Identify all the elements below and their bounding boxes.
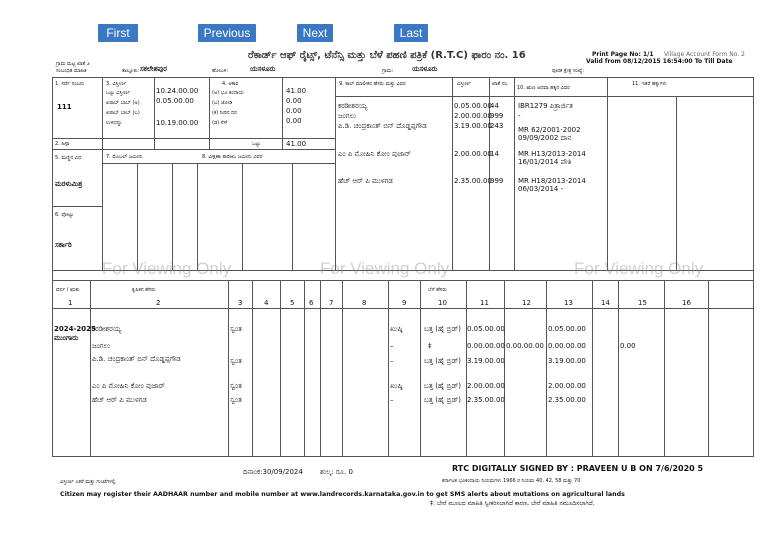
hobli-value: ಯಸಳೂರು bbox=[250, 65, 276, 73]
watermark-3: For Viewing Only bbox=[574, 259, 704, 278]
head-no-4: 4 bbox=[264, 299, 269, 307]
crop-row-3-name: ಎಂ ಪಿ ಮೋಹಿನಿ ಕೋಂ ಪುಜಾರ್ bbox=[92, 382, 165, 390]
next-button[interactable]: Next bbox=[297, 24, 333, 42]
assess-row-2-label: (ಕ) ನೀರಿನ ದರ bbox=[212, 110, 237, 116]
watermark-2: For Viewing Only bbox=[320, 259, 450, 278]
area-head-2: ವಿಸ್ತೀರ್ಣ bbox=[457, 81, 471, 87]
head-no-6: 6 bbox=[309, 299, 314, 307]
head-no-8: 8 bbox=[362, 299, 367, 307]
assess-row-1-rs: 0.00 bbox=[286, 97, 302, 105]
crop-row-3-a: 2.00.00.00 bbox=[467, 382, 505, 390]
header-small-2: ಸಂಬಂಧಿತ ಮಾಹಿತಿ bbox=[56, 68, 87, 74]
crop-row-2-type: – bbox=[390, 357, 394, 365]
crop-row-3-c: 2.00.00.00 bbox=[548, 382, 586, 390]
footer-left-note: ವಿಸ್ತೀರ್ಣ ಎಕರೆ ಮತ್ತು ಗುಂಟೆಗಳಲ್ಲಿ bbox=[60, 479, 116, 485]
crop-row-4-type: – bbox=[390, 396, 394, 404]
col6-label: 6. ಪೋಟ್ಟು bbox=[55, 212, 74, 218]
crop-row-0-c: 0.05.00.00 bbox=[548, 325, 586, 333]
mr-head: 10. ಋಣ ಅಥವಾ ಹಕ್ಕಿನ ವಿವರ bbox=[517, 85, 570, 91]
hissa-label: 2. ಹಿಸ್ಸಾ bbox=[55, 141, 70, 147]
col11-head: 11. ಇತರೆ ಹಕ್ಕುಗಳು bbox=[632, 81, 667, 87]
area-row-1-val: 0.05.00.00 bbox=[156, 97, 194, 105]
head-no-15: 15 bbox=[638, 299, 647, 307]
crop-row-2-name: ಪಿ.ಡಿ. ಚಂದ್ರಕಾಂತ್ ಬಿನ್ ದೊಡ್ಡಪ್ಪಗೌಡ bbox=[92, 355, 181, 363]
owner-3-name: ಎಂ ಪಿ ಮೋಹಿನಿ ಕೋಂ ಪುಜಾರ್ bbox=[338, 150, 411, 158]
crop-row-0-name: ಕರಡೀಶರಯ್ಯ bbox=[92, 325, 122, 333]
col8-label: 8. ವೀಕ್ಷಣಾ ತಾರೀಖು ಜಮೀನು ವಿವರ bbox=[202, 154, 263, 160]
crop-row-2-c: 3.19.00.00 bbox=[548, 357, 586, 365]
assess-row-0-rs: 41.00 bbox=[286, 87, 307, 95]
head-no-13: 13 bbox=[564, 299, 573, 307]
head-no-10: 10 bbox=[438, 299, 447, 307]
crop-row-1-d: 0.00 bbox=[620, 342, 636, 350]
head-year: ವರ್ಷ / ಋತು bbox=[56, 287, 80, 293]
area-head: 3. ವಿಸ್ತೀರ್ಣ bbox=[106, 81, 127, 87]
head-no-14: 14 bbox=[601, 299, 610, 307]
assess-row-2-rs: 0.00 bbox=[286, 107, 302, 115]
area-row-0-val: 10.24.00.00 bbox=[156, 87, 199, 95]
crop-row-3-type: ಖುಷ್ಕಿ bbox=[390, 382, 403, 390]
owner-3-khata: 14 bbox=[490, 150, 499, 158]
crop-row-4-tenure: ಸ್ವಂತ bbox=[230, 396, 242, 404]
area-row-0-label: ಒಟ್ಟು ವಿಸ್ತೀರ್ಣ bbox=[106, 90, 131, 96]
crop-row-4-c: 2.35.00.00 bbox=[548, 396, 586, 404]
head-no-2: 2 bbox=[156, 299, 161, 307]
crop-row-2-crop: ಬತ್ತ (ಹೈ ಬ್ರಿಡ್) bbox=[424, 357, 462, 365]
col7-label: 7. ಮೊಬಲ್ ಜಮೀನು bbox=[106, 154, 143, 160]
survey-no: 111 bbox=[57, 103, 72, 111]
first-button[interactable]: First bbox=[98, 24, 138, 42]
crop-row-1-c: 0.00.00.00 bbox=[548, 342, 586, 350]
owner-3-mr: MR H13/2013-2014 16/01/2014 ಪೌತಿ bbox=[518, 150, 586, 166]
owner-4-name: ಹೆಚ್ ಆರ್ ಪಿ ಮುಳಗಡ bbox=[338, 177, 393, 185]
head-no-9: 9 bbox=[402, 299, 407, 307]
total-label: ಒಟ್ಟು bbox=[252, 141, 261, 147]
taluk-label: ತಾಲ್ಲೂಕು: bbox=[122, 68, 139, 74]
assess-head: 4. ಆಕಾರ bbox=[222, 81, 239, 87]
soil-label: 5. ಮಣ್ಣಿನ ವಿಧ bbox=[55, 155, 82, 161]
owner-1-khata: 999 bbox=[490, 112, 504, 120]
subtitle: ಪೂರಕ ಕ್ಷೇತ್ರ ಸಂಖ್ಯೆ: bbox=[552, 68, 585, 74]
head-no-12: 12 bbox=[522, 299, 531, 307]
print-page: Print Page No: 1/1 bbox=[592, 51, 654, 58]
taluk-value: ಸಕಲೇಶಪುರ bbox=[140, 65, 167, 73]
document-title: ರೆಕಾರ್ಡ್ ಆಫ್ ರೈಟ್ಸ್, ಟೆನೆನ್ಸಿ ಮತ್ತು ಬೆಳೆ ಪಹಣಿ ಪತ್ರಿಕೆ (R.T.C) ಫಾರಂ ನಂ. 16 bbox=[248, 50, 526, 61]
crop-row-0-a: 0.05.00.00 bbox=[467, 325, 505, 333]
owner-2-area: 3.19.00.00 bbox=[454, 122, 492, 130]
survey-no-label: 1. ಸರ್ವೆ ನಂಬರು bbox=[55, 81, 85, 87]
footer-citizen: Citizen may register their AADHAAR number and mobile number at www.landrecords.karnataka.gov.in to get SMS alerts about mutations on agricultural lands bbox=[60, 491, 625, 498]
rtc-document bbox=[52, 46, 754, 476]
footer-signed: RTC DIGITALLY SIGNED BY : PRAVEEN U B ON 7/6/2020 5 bbox=[452, 464, 704, 473]
head-owner: ಕೃಷಿಕನ ಹೆಸರು bbox=[132, 287, 156, 293]
owner-4-mr: MR H18/2013-2014 06/03/2014 - bbox=[518, 177, 586, 193]
owner-4-khata: 999 bbox=[490, 177, 504, 185]
footer-fee: ಶುಲ್ಕ: ರೂ. 0 bbox=[320, 468, 353, 476]
owner-1-name: ಜಂಗಲು bbox=[338, 112, 357, 120]
footer-date: ದಿನಾಂಕ:30/09/2024 bbox=[243, 468, 303, 476]
crop-row-0-tenure: ಸ್ವಂತ bbox=[230, 325, 242, 333]
crop-row-0-type: ಖುಷ್ಕಿ bbox=[390, 325, 403, 333]
head-crop: ಬೆಳೆ ಹೆಸರು bbox=[428, 287, 447, 293]
area-row-3-val: 10.19.00.00 bbox=[156, 119, 199, 127]
owner-2-mr: MR 62/2001-2002 09/09/2002 ದಾನ bbox=[518, 126, 581, 142]
crop-row-4-name: ಹೆಚ್ ಆರ್ ಪಿ ಮುಳಗಡ bbox=[92, 396, 147, 404]
last-button[interactable]: Last bbox=[394, 24, 428, 42]
watermark-1: For Viewing Only bbox=[102, 259, 232, 278]
crop-row-4-a: 2.35.00.00 bbox=[467, 396, 505, 404]
owner-0-area: 0.05.00.00 bbox=[454, 102, 492, 110]
owner-0-khata: 44 bbox=[490, 102, 499, 110]
area-row-1-label: ಖರಾಬ್ ಬಾಬ್ (ಅ) bbox=[106, 100, 140, 106]
crop-year: 2024-2025 bbox=[54, 325, 96, 333]
owner-2-name: ಪಿ.ಡಿ. ಚಂದ್ರಕಾಂತ್ ಬಿನ್ ದೊಡ್ಡಪ್ಪಗೌಡ bbox=[338, 122, 427, 130]
head-no-1: 1 bbox=[68, 299, 73, 307]
owner-1-mr: - bbox=[518, 112, 521, 120]
valid-from: Valid from 08/12/2015 16:54:00 To Till Date bbox=[586, 58, 733, 65]
crop-row-1-name: ಜಂಗಲು bbox=[92, 342, 111, 350]
owner-0-name: ಕರಡೀಶರಯ್ಯ bbox=[338, 102, 368, 110]
crop-row-0-crop: ಬತ್ತ (ಹೈ ಬ್ರಿಡ್) bbox=[424, 325, 462, 333]
head-no-16: 16 bbox=[682, 299, 691, 307]
assess-row-0-label: (ಅ) ಭೂ ಕಂದಾಯ bbox=[212, 90, 244, 96]
head-no-3: 3 bbox=[238, 299, 243, 307]
owner-head: 9. ಕಾಲ್ ಮಾಲೀಕರ ಹೆಸರು ಮತ್ತು ವಿವರ bbox=[339, 81, 406, 87]
crop-row-1-a: 0.00.00.00 bbox=[467, 342, 505, 350]
total-value: 41.00 bbox=[286, 140, 307, 148]
area-row-2-label: ಖರಾಬ್ ಬಾಬ್ (ಬ) bbox=[106, 110, 140, 116]
col6-value: ಸರ್ಕಾರಿ bbox=[55, 241, 72, 249]
head-no-7: 7 bbox=[329, 299, 334, 307]
footer-right-note: ಕರ್ನಾಟಕ ಭೂಕಂದಾಯ ನಿಯಮಗಳು 1966 ರ ನಿಯಮ 40, 42, 58 ಮತ್ತು 70 bbox=[442, 478, 581, 484]
owner-4-area: 2.35.00.00 bbox=[454, 177, 492, 185]
previous-button[interactable]: Previous bbox=[198, 24, 256, 42]
crop-row-1-type: – bbox=[390, 342, 394, 350]
area-row-3-label: ಉಳಿದದ್ದು bbox=[106, 120, 122, 126]
crop-row-1-crop: ‡ bbox=[428, 342, 432, 350]
village-value: ಯಸಳೂರು bbox=[412, 65, 438, 73]
hobli-label: ಹೋಬಳಿ: bbox=[212, 68, 229, 74]
owner-2-khata: 243 bbox=[490, 122, 504, 130]
form-number: Village Account Form No. 2 bbox=[664, 51, 745, 58]
head-no-11: 11 bbox=[480, 299, 489, 307]
village-label: ಗ್ರಾಮ: bbox=[382, 68, 394, 74]
crop-row-2-tenure: ಸ್ವಂತ bbox=[230, 357, 242, 365]
head-no-5: 5 bbox=[290, 299, 295, 307]
owner-1-area: 2.00.00.00 bbox=[454, 112, 492, 120]
crop-row-4-crop: ಬತ್ತ (ಹೈ ಬ್ರಿಡ್) bbox=[424, 396, 462, 404]
assess-row-1-label: (ಬ) ಜೋಡಿ bbox=[212, 100, 233, 106]
crop-row-3-tenure: ಸ್ವಂತ bbox=[230, 382, 242, 390]
crop-row-3-crop: ಬತ್ತ (ಹೈ ಬ್ರಿಡ್) bbox=[424, 382, 462, 390]
crop-season: ಮುಂಗಾರು bbox=[54, 334, 79, 342]
assess-row-3-label: (ಡ) ಸೆಸ್ bbox=[212, 120, 228, 126]
soil-value: ಮರಳುಮಿಶ್ರ bbox=[55, 180, 83, 188]
owner-3-area: 2.00.00.00 bbox=[454, 150, 492, 158]
header-small-1: ಗ್ರಾಮ ಮಟ್ಟ ಖಾತೆ ೨ bbox=[56, 61, 90, 67]
khata-head: ಖಾತೆ ನಂ. bbox=[492, 81, 509, 87]
footer-bottom-right: ‡: ಬೇರೆ ಮೂಲದ ಮಾಹಿತಿ ಸ್ವೀಕರಿಸಲಾಗಿದೆ ಕಾರಣ, ಬೇರೆ ಮಾಹಿತಿ ನಮೂದಿಸಲಾಗಿದೆ. bbox=[430, 500, 595, 507]
crop-row-2-a: 3.19.00.00 bbox=[467, 357, 505, 365]
owner-0-mr: IBR1279 ಪಿತ್ರಾರ್ಜಿತ bbox=[518, 102, 573, 110]
crop-row-1-b: 0.00.00.00 bbox=[506, 342, 544, 350]
assess-row-3-rs: 0.00 bbox=[286, 117, 302, 125]
